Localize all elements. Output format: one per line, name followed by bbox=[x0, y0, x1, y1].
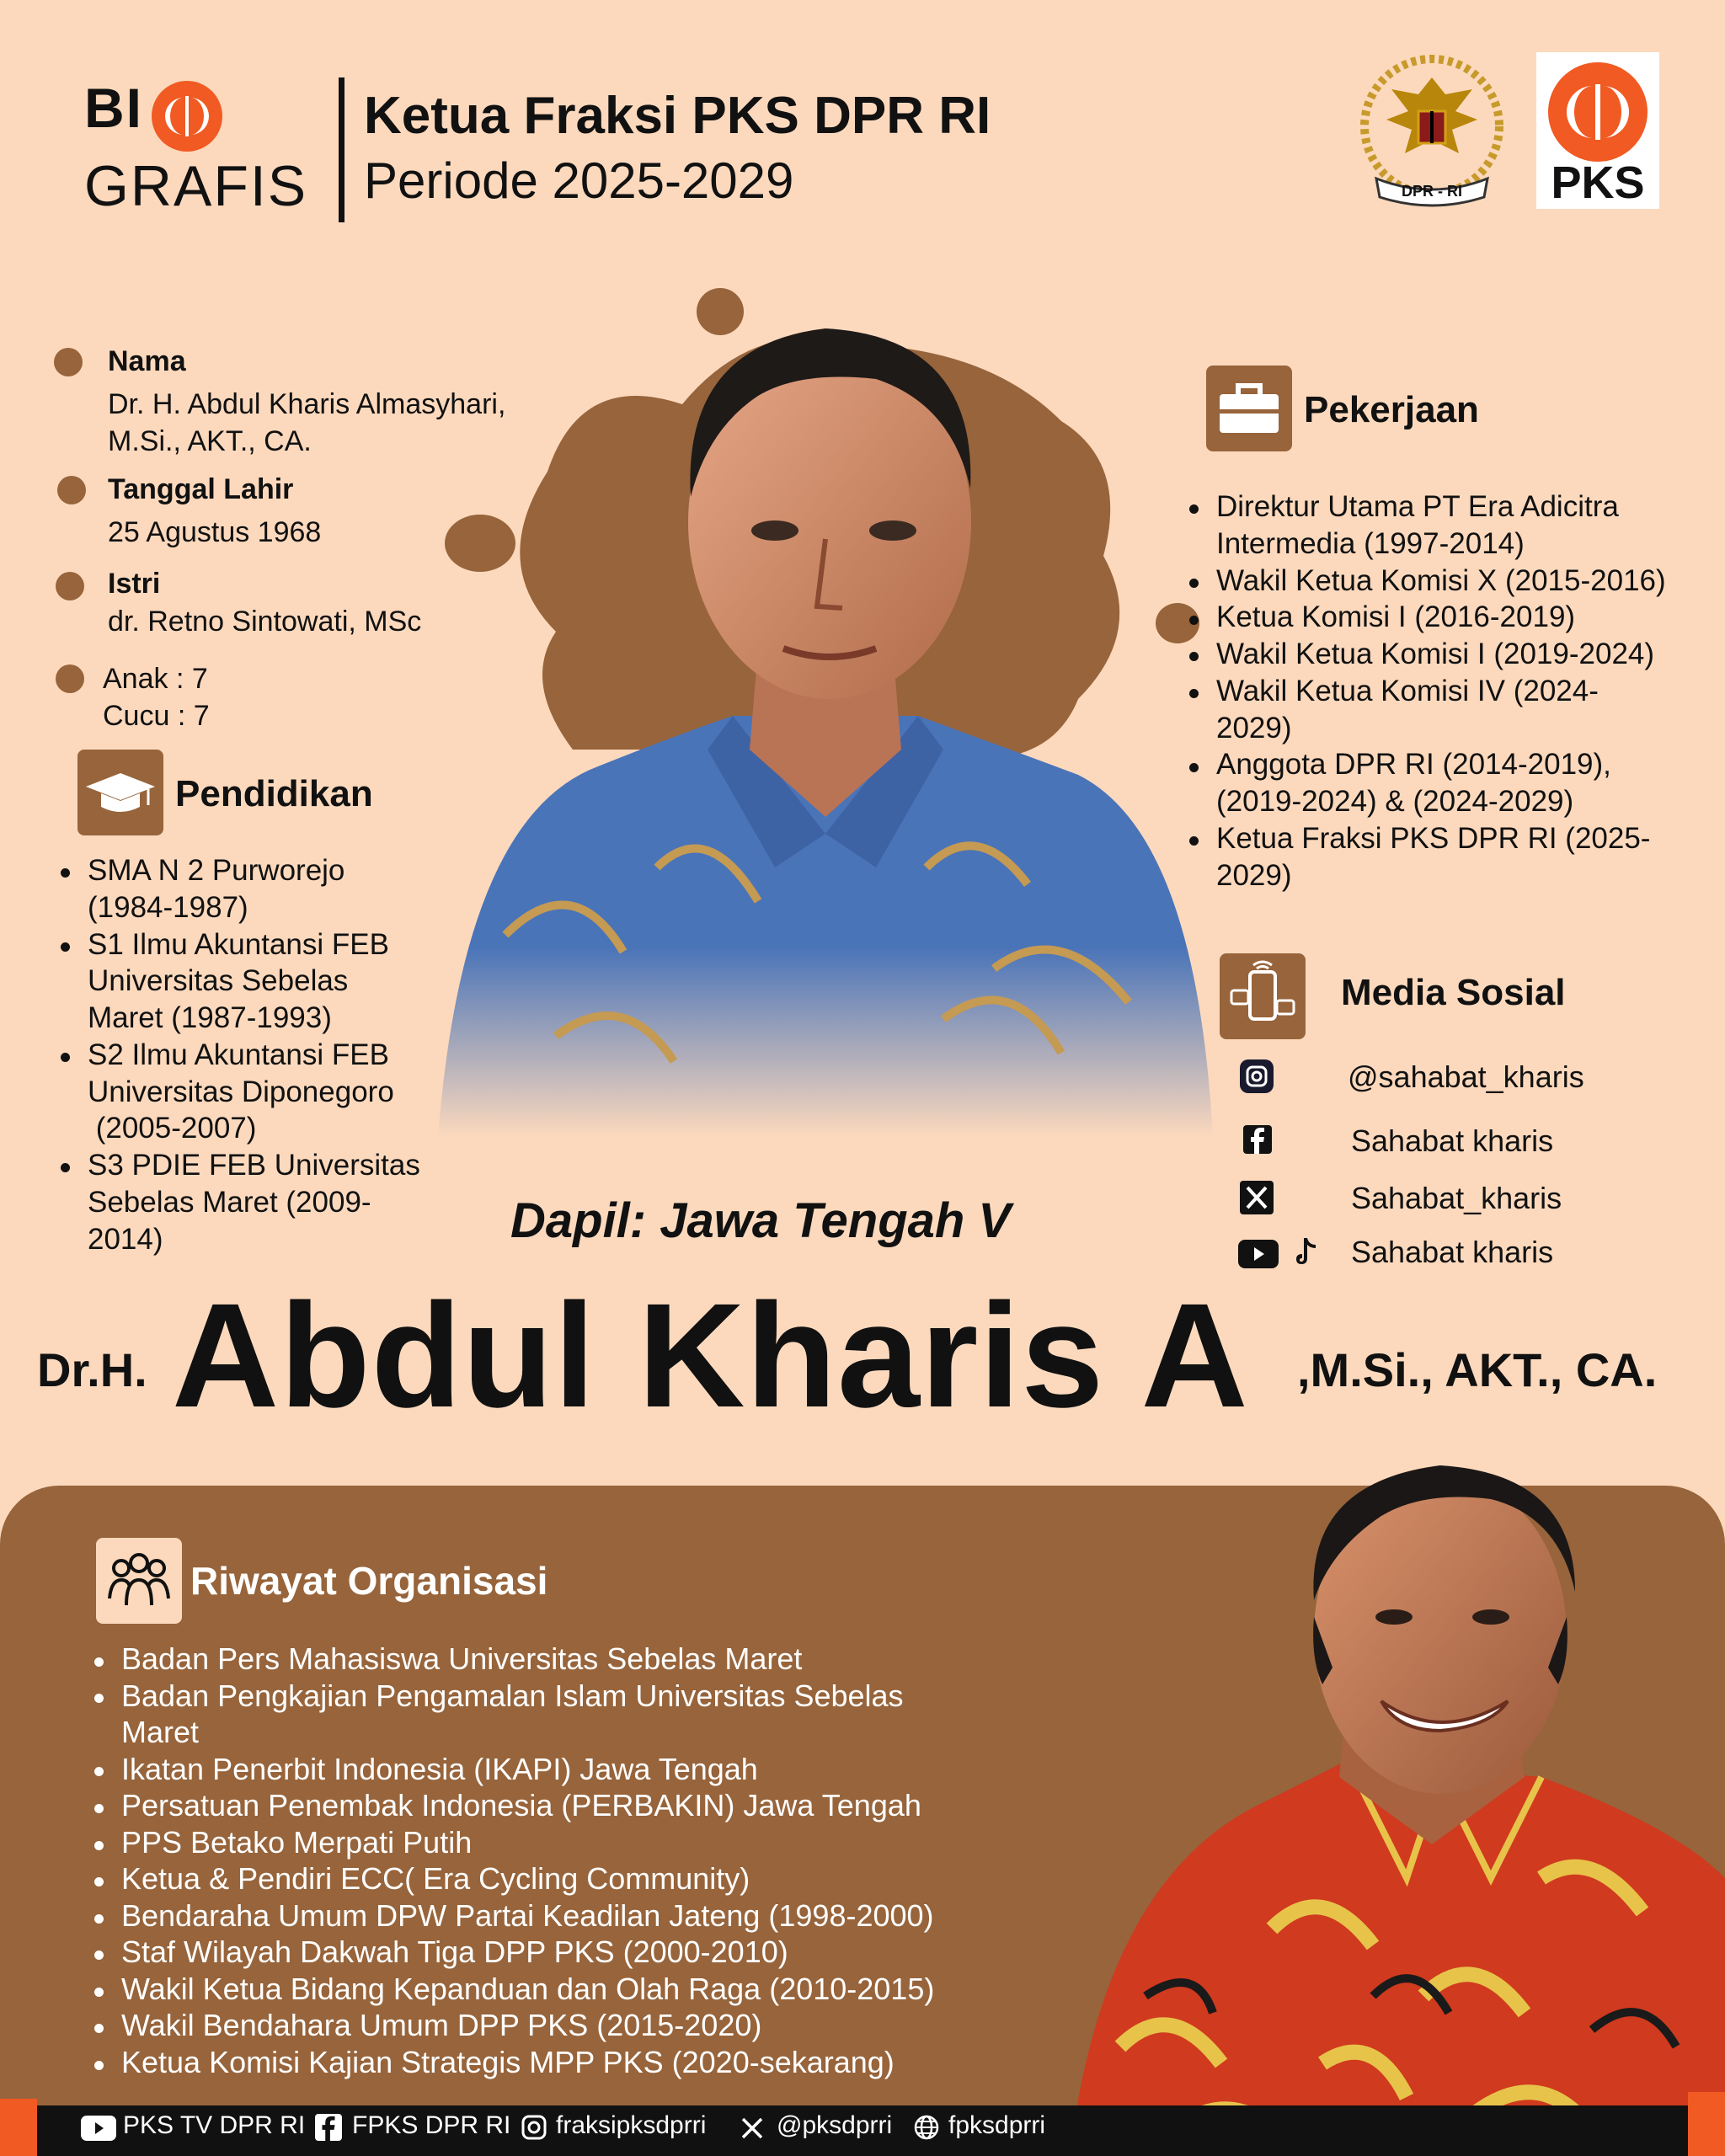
x-icon bbox=[740, 2116, 765, 2141]
work-title: Pekerjaan bbox=[1304, 389, 1479, 430]
bullet-dot bbox=[56, 572, 84, 600]
main-portrait-illustration bbox=[404, 278, 1263, 1137]
name-value-line1: Dr. H. Abdul Kharis Almasyhari, bbox=[108, 388, 506, 420]
list-item-line: Universitas Diponegoro bbox=[88, 1075, 394, 1108]
instagram-handle[interactable]: @sahabat_kharis bbox=[1348, 1059, 1584, 1094]
name-suffix: ,M.Si., AKT., CA. bbox=[1297, 1343, 1658, 1396]
education-title: Pendidikan bbox=[175, 773, 373, 814]
list-item-line: SMA N 2 Purworejo bbox=[88, 854, 345, 887]
list-item-line: Sebelas Maret (2009- bbox=[88, 1185, 371, 1219]
list-item-line: Ikatan Penerbit Indonesia (IKAPI) Jawa Tengah bbox=[121, 1751, 758, 1786]
list-item bbox=[88, 1824, 1183, 1861]
social-title: Media Sosial bbox=[1341, 972, 1566, 1013]
birthdate-value: 25 Agustus 1968 bbox=[108, 516, 322, 548]
graduation-cap-icon bbox=[77, 750, 163, 835]
globe-icon bbox=[913, 2114, 940, 2141]
list-item bbox=[54, 926, 492, 1037]
pks-crescent-icon bbox=[152, 81, 222, 152]
facebook-icon bbox=[1243, 1125, 1272, 1154]
youtube-tiktok-handle[interactable]: Sahabat kharis bbox=[1351, 1235, 1554, 1269]
bullet-dot bbox=[54, 348, 83, 376]
list-item-line: Staf Wilayah Dakwah Tiga DPP PKS (2000-2010) bbox=[121, 1935, 788, 1970]
list-item-line: 2014) bbox=[88, 1222, 163, 1256]
list-item-line: S2 Ilmu Akuntansi FEB bbox=[88, 1038, 389, 1071]
list-item-line: Maret bbox=[121, 1715, 200, 1750]
list-item bbox=[54, 1147, 492, 1257]
page-period: Periode 2025-2029 bbox=[364, 152, 794, 209]
list-item-line: Anggota DPR RI (2014-2019), bbox=[1216, 748, 1611, 782]
name-main: Abdul Kharis A bbox=[172, 1273, 1249, 1438]
bullet-dot bbox=[56, 664, 84, 693]
list-item bbox=[1183, 636, 1722, 673]
x-icon bbox=[1240, 1181, 1274, 1214]
people-group-icon bbox=[96, 1538, 182, 1624]
list-item bbox=[54, 1037, 492, 1147]
list-item bbox=[1183, 488, 1722, 563]
list-item-line: Badan Pers Mahasiswa Universitas Sebelas Maret bbox=[121, 1641, 803, 1676]
list-item-line: Ketua Komisi Kajian Strategis MPP PKS (2020-sekarang) bbox=[121, 2045, 895, 2080]
list-item-line: Ketua Komisi I (2016-2019) bbox=[1216, 600, 1576, 634]
list-item bbox=[88, 1787, 1183, 1824]
youtube-icon bbox=[81, 2116, 116, 2141]
list-item-line: Direktur Utama PT Era Adicitra bbox=[1216, 490, 1619, 523]
dpr-ri-emblem bbox=[1358, 52, 1506, 212]
footer-youtube[interactable]: PKS TV DPR RI bbox=[123, 2111, 306, 2139]
list-item-line: 2029) bbox=[1216, 858, 1292, 892]
logo-grafis-text: GRAFIS bbox=[84, 154, 308, 218]
list-item bbox=[88, 2044, 1183, 2081]
instagram-icon bbox=[521, 2114, 547, 2141]
name-prefix: Dr.H. bbox=[37, 1343, 147, 1396]
tiktok-icon bbox=[1294, 1236, 1319, 1268]
children-count: Anak : 7 bbox=[103, 663, 208, 695]
x-handle[interactable]: Sahabat_kharis bbox=[1351, 1181, 1562, 1215]
briefcase-icon bbox=[1206, 366, 1292, 451]
list-item-line: S3 PDIE FEB Universitas bbox=[88, 1149, 420, 1182]
list-item-line: Ketua Fraksi PKS DPR RI (2025- bbox=[1216, 821, 1651, 855]
list-item-line: Bendaraha Umum DPW Partai Keadilan Jateng (1998-2000) bbox=[121, 1897, 934, 1933]
pks-label: PKS bbox=[1551, 157, 1645, 208]
list-item-line: 2029) bbox=[1216, 711, 1292, 744]
facebook-icon bbox=[315, 2114, 342, 2141]
list-item-line: S1 Ilmu Akuntansi FEB bbox=[88, 927, 389, 961]
list-item-line: Wakil Ketua Komisi I (2019-2024) bbox=[1216, 638, 1655, 670]
facebook-handle[interactable]: Sahabat kharis bbox=[1351, 1123, 1554, 1158]
social-media-icon bbox=[1220, 953, 1306, 1039]
footer-web[interactable]: fpksdprri bbox=[948, 2111, 1046, 2139]
electoral-district: Dapil: Jawa Tengah V bbox=[510, 1193, 1012, 1248]
list-item bbox=[88, 1678, 1183, 1751]
spouse-label: Istri bbox=[108, 568, 161, 600]
work-list bbox=[1183, 488, 1722, 894]
pks-logo bbox=[1536, 52, 1659, 209]
header-divider bbox=[339, 77, 344, 222]
education-list bbox=[54, 852, 492, 1257]
list-item bbox=[88, 1860, 1183, 1897]
organization-title: Riwayat Organisasi bbox=[190, 1559, 548, 1603]
list-item-line: Persatuan Penembak Indonesia (PERBAKIN) Jawa Tengah bbox=[121, 1788, 921, 1823]
list-item-line: Universitas Sebelas bbox=[88, 964, 349, 998]
logo-bi-text: BI bbox=[84, 77, 143, 139]
youtube-icon bbox=[1238, 1240, 1279, 1268]
name-label: Nama bbox=[108, 345, 186, 377]
dpr-ri-label: DPR - RI bbox=[1402, 183, 1462, 200]
list-item bbox=[1183, 820, 1722, 894]
garuda-icon bbox=[1365, 59, 1499, 194]
list-item bbox=[88, 1641, 1183, 1678]
list-item bbox=[1183, 563, 1722, 600]
list-item-line: Intermedia (1997-2014) bbox=[1216, 526, 1525, 560]
list-item-line: Wakil Ketua Komisi X (2015-2016) bbox=[1216, 563, 1666, 597]
list-item bbox=[88, 2007, 1183, 2044]
list-item-line: Ketua & Pendiri ECC( Era Cycling Community) bbox=[121, 1861, 750, 1897]
birthdate-label: Tanggal Lahir bbox=[108, 473, 294, 505]
list-item-line: PPS Betako Merpati Putih bbox=[121, 1824, 473, 1860]
spouse-value: dr. Retno Sintowati, MSc bbox=[108, 606, 422, 638]
page-title: Ketua Fraksi PKS DPR RI bbox=[364, 87, 991, 145]
second-portrait-photo bbox=[1070, 1406, 1725, 2156]
list-item bbox=[88, 1751, 1183, 1788]
list-item bbox=[88, 1971, 1183, 2008]
list-item bbox=[54, 852, 492, 926]
list-item bbox=[88, 1934, 1183, 1971]
list-item-line: Wakil Ketua Bidang Kepanduan dan Olah Raga (2010-2015) bbox=[121, 1971, 935, 2006]
footer-accent bbox=[1688, 2092, 1725, 2156]
name-value-line2: M.Si., AKT., CA. bbox=[108, 425, 312, 457]
footer-accent bbox=[0, 2099, 37, 2156]
list-item bbox=[1183, 673, 1722, 747]
footer-instagram[interactable]: fraksipksdprri bbox=[556, 2111, 707, 2139]
list-item bbox=[1183, 599, 1722, 636]
footer-facebook[interactable]: FPKS DPR RI bbox=[352, 2111, 511, 2139]
list-item-line: Maret (1987-1993) bbox=[88, 1001, 332, 1034]
pks-crescent-icon bbox=[1548, 62, 1648, 162]
bullet-dot bbox=[57, 476, 86, 504]
list-item-line: Wakil Bendahara Umum DPP PKS (2015-2020) bbox=[121, 2008, 762, 2043]
list-item-line: (1984-1987) bbox=[88, 890, 248, 924]
list-item bbox=[1183, 746, 1722, 820]
organization-list bbox=[88, 1641, 1183, 2081]
footer-x[interactable]: @pksdprri bbox=[777, 2111, 893, 2139]
biografis-logo bbox=[84, 76, 320, 219]
grandchildren-count: Cucu : 7 bbox=[103, 700, 210, 732]
list-item-line: (2005-2007) bbox=[88, 1112, 257, 1145]
list-item-line: Badan Pengkajian Pengamalan Islam Universitas Sebelas bbox=[121, 1678, 904, 1713]
list-item-line: (2019-2024) & (2024-2029) bbox=[1216, 785, 1574, 818]
instagram-icon bbox=[1240, 1059, 1274, 1093]
list-item-line: Wakil Ketua Komisi IV (2024- bbox=[1216, 674, 1599, 707]
list-item bbox=[88, 1897, 1183, 1935]
